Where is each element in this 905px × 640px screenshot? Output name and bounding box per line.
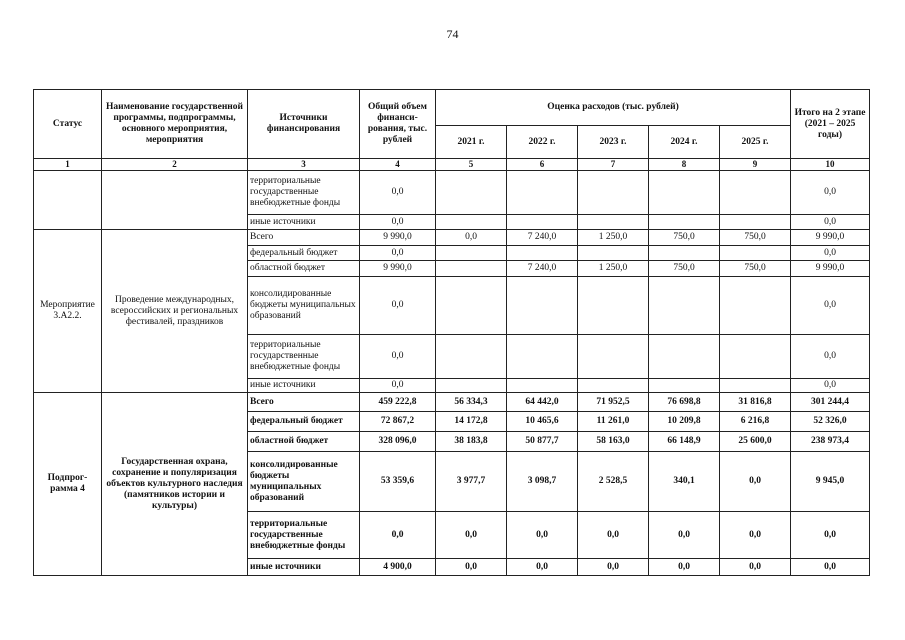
source-cell: областной бюджет	[248, 432, 360, 452]
col-index: 8	[649, 159, 720, 171]
year-cell	[649, 215, 720, 230]
year-cell	[507, 246, 578, 261]
name-cell: Проведение международных, всероссийских и региональных фестивалей, праздников	[102, 230, 248, 393]
year-cell	[578, 335, 649, 379]
total-cell: 4 900,0	[360, 559, 436, 576]
source-cell: иные источники	[248, 379, 360, 393]
budget-table	[33, 89, 870, 576]
table-row	[34, 393, 870, 412]
total-cell: 0,0	[360, 171, 436, 215]
source-cell: областной бюджет	[248, 261, 360, 277]
header-status: Статус	[34, 90, 102, 159]
year-cell: 0,0	[720, 512, 791, 559]
year-cell	[507, 215, 578, 230]
year-cell: 14 172,8	[436, 412, 507, 432]
itogo-cell: 0,0	[791, 379, 870, 393]
year-cell	[436, 171, 507, 215]
status-cell: Подпрог-рамма 4	[34, 393, 102, 576]
col-index: 10	[791, 159, 870, 171]
year-cell	[436, 335, 507, 379]
year-cell: 71 952,5	[578, 393, 649, 412]
year-cell	[720, 246, 791, 261]
source-cell: федеральный бюджет	[248, 246, 360, 261]
itogo-cell: 0,0	[791, 277, 870, 335]
year-cell: 10 465,6	[507, 412, 578, 432]
year-cell: 0,0	[649, 512, 720, 559]
year-cell	[720, 215, 791, 230]
total-cell: 459 222,8	[360, 393, 436, 412]
total-cell: 0,0	[360, 512, 436, 559]
year-cell	[507, 335, 578, 379]
year-cell	[720, 335, 791, 379]
year-cell: 31 816,8	[720, 393, 791, 412]
year-cell: 0,0	[436, 512, 507, 559]
header-estimate: Оценка расходов (тыс. рублей)	[436, 90, 791, 126]
itogo-cell: 0,0	[791, 246, 870, 261]
source-cell: территориальные государственные внебюджетные фонды	[248, 335, 360, 379]
year-cell: 3 977,7	[436, 452, 507, 512]
year-cell: 0,0	[436, 230, 507, 246]
status-cell	[34, 171, 102, 230]
total-cell: 72 867,2	[360, 412, 436, 432]
name-cell: Государственная охрана, сохранение и популяризация объектов культурного наследия (памятников истории и культуры)	[102, 393, 248, 576]
year-cell: 50 877,7	[507, 432, 578, 452]
year-cell: 750,0	[720, 230, 791, 246]
header-year: 2021 г.	[436, 126, 507, 159]
source-cell: территориальные государственные внебюджетные фонды	[248, 512, 360, 559]
source-cell: консолидированные бюджеты муниципальных образований	[248, 277, 360, 335]
col-index: 9	[720, 159, 791, 171]
year-cell: 0,0	[507, 512, 578, 559]
year-cell: 58 163,0	[578, 432, 649, 452]
year-cell	[578, 246, 649, 261]
header-name: Наименование государственной программы, подпрограммы, основного мероприятия, мероприятия	[102, 90, 248, 159]
year-cell: 7 240,0	[507, 261, 578, 277]
year-cell	[578, 277, 649, 335]
header-itogo: Итого на 2 этапе (2021 – 2025 годы)	[791, 90, 870, 159]
col-index: 1	[34, 159, 102, 171]
total-cell: 0,0	[360, 335, 436, 379]
year-cell	[649, 277, 720, 335]
year-cell	[436, 277, 507, 335]
year-cell: 750,0	[720, 261, 791, 277]
col-index: 6	[507, 159, 578, 171]
itogo-cell: 9 990,0	[791, 230, 870, 246]
header-year: 2022 г.	[507, 126, 578, 159]
total-cell: 0,0	[360, 215, 436, 230]
year-cell	[578, 215, 649, 230]
itogo-cell: 301 244,4	[791, 393, 870, 412]
year-cell: 0,0	[720, 559, 791, 576]
itogo-cell: 52 326,0	[791, 412, 870, 432]
table-row	[34, 230, 870, 246]
source-cell: Всего	[248, 393, 360, 412]
year-cell: 64 442,0	[507, 393, 578, 412]
year-cell	[436, 215, 507, 230]
itogo-cell: 238 973,4	[791, 432, 870, 452]
year-cell: 38 183,8	[436, 432, 507, 452]
status-cell: Мероприятие 3.А2.2.	[34, 230, 102, 393]
year-cell	[720, 379, 791, 393]
year-cell: 3 098,7	[507, 452, 578, 512]
header-year: 2023 г.	[578, 126, 649, 159]
year-cell: 25 600,0	[720, 432, 791, 452]
table-row	[34, 171, 870, 215]
year-cell: 0,0	[436, 559, 507, 576]
year-cell	[436, 246, 507, 261]
year-cell: 66 148,9	[649, 432, 720, 452]
year-cell: 1 250,0	[578, 230, 649, 246]
year-cell: 750,0	[649, 261, 720, 277]
col-index: 7	[578, 159, 649, 171]
year-cell	[720, 277, 791, 335]
year-cell	[507, 171, 578, 215]
year-cell: 0,0	[578, 512, 649, 559]
year-cell	[649, 379, 720, 393]
year-cell: 0,0	[720, 452, 791, 512]
source-cell: федеральный бюджет	[248, 412, 360, 432]
total-cell: 0,0	[360, 277, 436, 335]
year-cell: 1 250,0	[578, 261, 649, 277]
col-index: 2	[102, 159, 248, 171]
year-cell	[436, 261, 507, 277]
year-cell	[436, 379, 507, 393]
year-cell: 10 209,8	[649, 412, 720, 432]
header-total: Общий объем финанси-рования, тыс. рублей	[360, 90, 436, 159]
col-index: 4	[360, 159, 436, 171]
year-cell: 340,1	[649, 452, 720, 512]
page-number: 74	[446, 27, 459, 41]
year-cell	[649, 171, 720, 215]
source-cell: территориальные государственные внебюджетные фонды	[248, 171, 360, 215]
year-cell	[720, 171, 791, 215]
itogo-cell: 0,0	[791, 335, 870, 379]
name-cell	[102, 171, 248, 230]
header-sources: Источники финансирования	[248, 90, 360, 159]
total-cell: 0,0	[360, 379, 436, 393]
total-cell: 0,0	[360, 246, 436, 261]
itogo-cell: 0,0	[791, 559, 870, 576]
col-index: 5	[436, 159, 507, 171]
year-cell: 7 240,0	[507, 230, 578, 246]
itogo-cell: 0,0	[791, 512, 870, 559]
source-cell: иные источники	[248, 559, 360, 576]
total-cell: 53 359,6	[360, 452, 436, 512]
year-cell	[507, 277, 578, 335]
total-cell: 9 990,0	[360, 261, 436, 277]
year-cell: 750,0	[649, 230, 720, 246]
year-cell: 11 261,0	[578, 412, 649, 432]
year-cell: 76 698,8	[649, 393, 720, 412]
year-cell: 56 334,3	[436, 393, 507, 412]
itogo-cell: 9 945,0	[791, 452, 870, 512]
year-cell: 0,0	[578, 559, 649, 576]
itogo-cell: 0,0	[791, 171, 870, 215]
itogo-cell: 0,0	[791, 215, 870, 230]
total-cell: 328 096,0	[360, 432, 436, 452]
total-cell: 9 990,0	[360, 230, 436, 246]
year-cell: 0,0	[649, 559, 720, 576]
source-cell: иные источники	[248, 215, 360, 230]
source-cell: консолидированные бюджеты муниципальных образований	[248, 452, 360, 512]
year-cell	[578, 379, 649, 393]
col-index: 3	[248, 159, 360, 171]
year-cell	[649, 246, 720, 261]
year-cell: 2 528,5	[578, 452, 649, 512]
year-cell	[649, 335, 720, 379]
year-cell: 6 216,8	[720, 412, 791, 432]
header-year: 2024 г.	[649, 126, 720, 159]
source-cell: Всего	[248, 230, 360, 246]
year-cell: 0,0	[507, 559, 578, 576]
header-year: 2025 г.	[720, 126, 791, 159]
itogo-cell: 9 990,0	[791, 261, 870, 277]
year-cell	[507, 379, 578, 393]
year-cell	[578, 171, 649, 215]
